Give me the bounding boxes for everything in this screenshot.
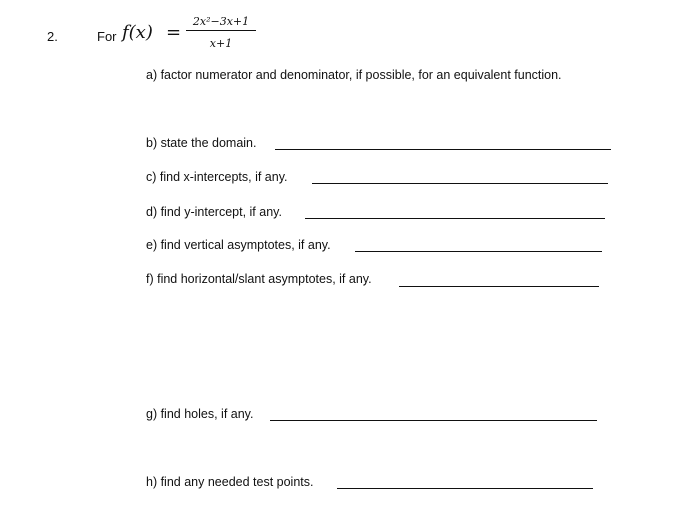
answer-line-b[interactable] [275, 149, 611, 150]
question-g: g) find holes, if any. [146, 407, 254, 421]
answer-line-h[interactable] [337, 488, 593, 489]
question-d: d) find y-intercept, if any. [146, 205, 282, 219]
problem-number: 2. [47, 29, 58, 44]
question-b: b) state the domain. [146, 136, 257, 150]
answer-line-c[interactable] [312, 183, 608, 184]
question-f: f) find horizontal/slant asymptotes, if any. [146, 272, 372, 286]
answer-line-f[interactable] [399, 286, 599, 287]
for-label: For [97, 29, 117, 44]
fraction-numerator: 2x²−3x+1 [186, 15, 256, 31]
question-c: c) find x-intercepts, if any. [146, 170, 288, 184]
fraction-denominator: x+1 [209, 37, 233, 50]
answer-line-g[interactable] [270, 420, 597, 421]
question-a: a) factor numerator and denominator, if possible, for an equivalent function. [146, 68, 562, 82]
answer-line-e[interactable] [355, 251, 602, 252]
function-name: f(x) [122, 22, 153, 43]
question-e: e) find vertical asymptotes, if any. [146, 238, 331, 252]
function-fraction [186, 15, 256, 50]
question-h: h) find any needed test points. [146, 475, 314, 489]
equals-sign: = [166, 22, 182, 43]
answer-line-d[interactable] [305, 218, 605, 219]
